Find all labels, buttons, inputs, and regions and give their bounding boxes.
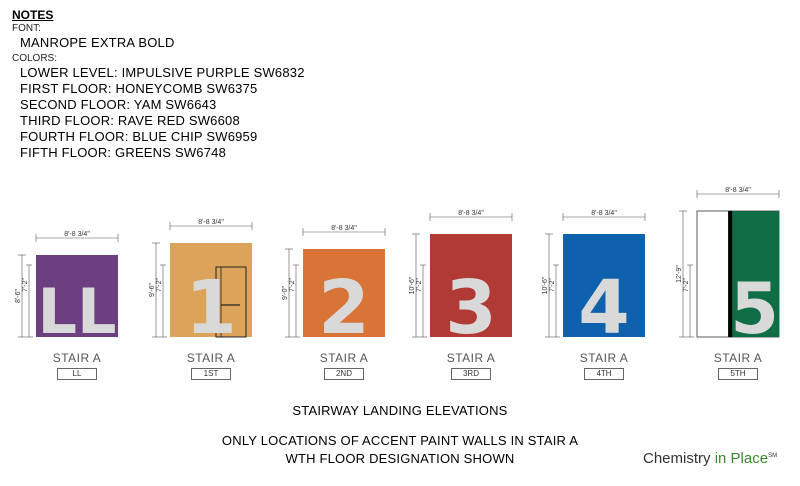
height-dimension-text: 7'-2"	[22, 278, 29, 292]
width-dimension-text: 8'-8 3/4"	[725, 187, 751, 194]
width-dimension-text: 8'-8 3/4"	[198, 219, 224, 226]
floor-designation-box: 2ND	[324, 368, 364, 380]
caption-title: STAIRWAY LANDING ELEVATIONS	[292, 403, 508, 418]
caption-line-1: ONLY LOCATIONS OF ACCENT PAINT WALLS IN STAIR A	[221, 433, 579, 448]
brand-main: Chemistry	[643, 450, 715, 467]
height-dimension-text: 12'-9"	[676, 265, 683, 283]
width-dimension-text: 8'-8 3/4"	[591, 210, 617, 217]
stair-label: STAIR A	[713, 351, 763, 365]
color-line-lower: LOWER LEVEL: IMPULSIVE PURPLE SW6832	[20, 65, 305, 80]
floor-numeral: 3	[445, 265, 497, 351]
floor-numeral: 1	[185, 265, 237, 351]
floor-designation-box: 4TH	[584, 368, 624, 380]
floor-numeral: LL	[37, 275, 117, 348]
height-dimension-text: 7'-2"	[289, 278, 296, 292]
stair-label: STAIR A	[186, 351, 236, 365]
stair-label: STAIR A	[446, 351, 496, 365]
color-line-second: SECOND FLOOR: YAM SW6643	[20, 97, 217, 112]
font-label: FONT:	[12, 23, 41, 34]
brand-mark: SM	[768, 453, 778, 459]
floor-designation-box: LL	[57, 368, 97, 380]
floor-designation-box: 5TH	[718, 368, 758, 380]
floor-numeral: 4	[578, 265, 630, 351]
colors-label: COLORS:	[12, 53, 58, 64]
height-dimension-text: 7'-2"	[549, 278, 556, 292]
stair-label: STAIR A	[579, 351, 629, 365]
caption-line-2: WTH FLOOR DESIGNATION SHOWN	[285, 451, 515, 466]
floor-designation-box: 3RD	[451, 368, 491, 380]
stair-label: STAIR A	[52, 351, 102, 365]
height-dimension-text: 7'-2"	[416, 278, 423, 292]
font-value: MANROPE EXTRA BOLD	[20, 35, 175, 50]
height-dimension-text: 7'-2"	[683, 278, 690, 292]
height-dimension-text: 9'-0"	[282, 286, 289, 300]
width-dimension-text: 8'-8 3/4"	[331, 225, 357, 232]
stair-label: STAIR A	[319, 351, 369, 365]
height-dimension-text: 9'-6"	[149, 283, 156, 297]
floor-numeral: 2	[318, 265, 370, 351]
brand-logo	[643, 450, 777, 467]
width-dimension-text: 8'-8 3/4"	[458, 210, 484, 217]
height-dimension-text: 8'-6"	[15, 289, 22, 303]
height-dimension-text: 10'-6"	[409, 276, 416, 295]
brand-accent: in Place	[714, 450, 769, 467]
floor-numeral: 5	[730, 268, 779, 350]
width-dimension-text: 8'-8 3/4"	[64, 231, 90, 238]
notes-heading: NOTES	[12, 8, 54, 22]
color-line-fourth: FOURTH FLOOR: BLUE CHIP SW6959	[20, 129, 258, 144]
height-dimension-text: 7'-2"	[156, 278, 163, 292]
floor-designation-box: 1ST	[191, 368, 231, 380]
color-line-fifth: FIFTH FLOOR: GREENS SW6748	[20, 145, 227, 160]
color-line-first: FIRST FLOOR: HONEYCOMB SW6375	[20, 81, 258, 96]
height-dimension-text: 10'-6"	[542, 276, 549, 295]
color-line-third: THIRD FLOOR: RAVE RED SW6608	[20, 113, 240, 128]
